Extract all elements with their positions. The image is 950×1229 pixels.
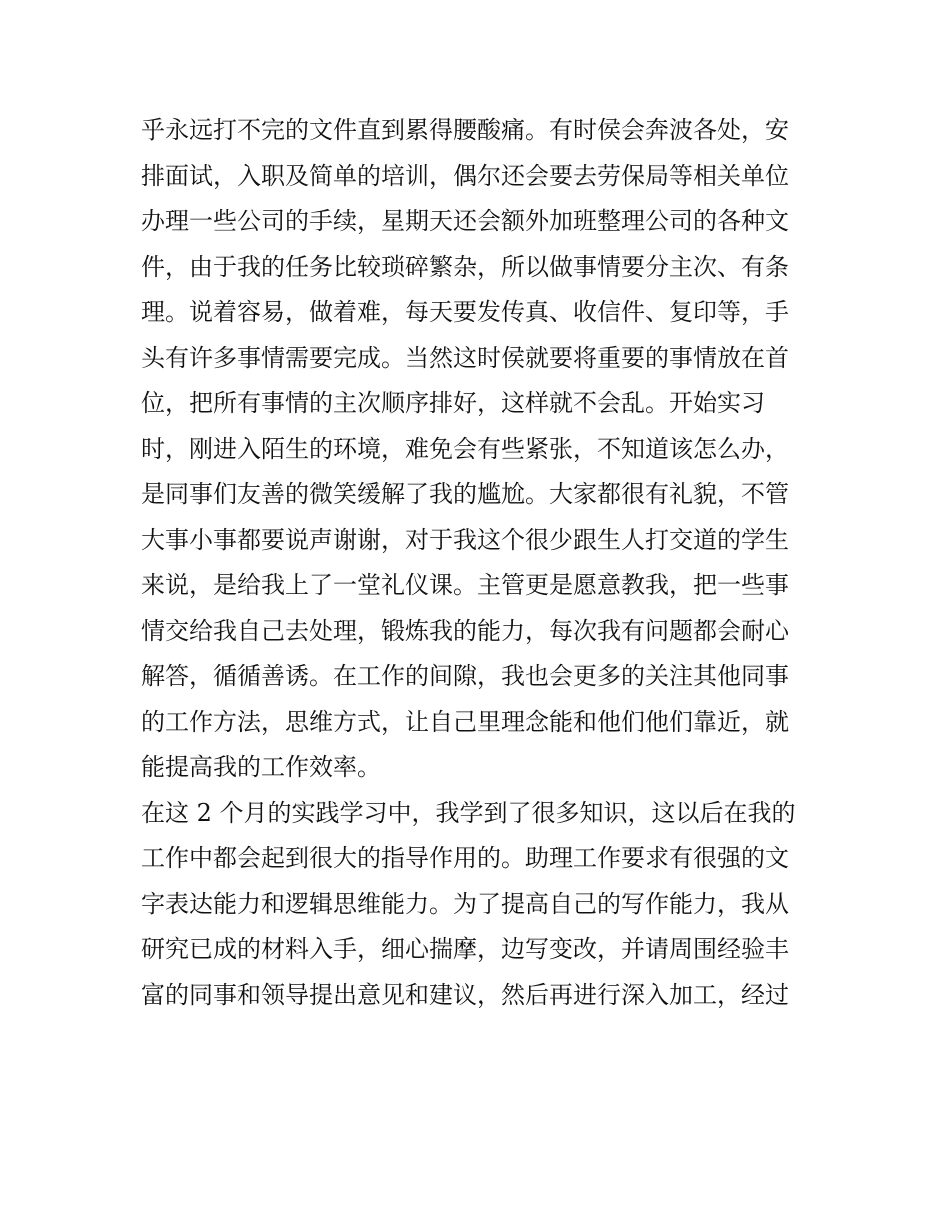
text-line: 情交给我自己去处理，锻炼我的能力，每次我有问题都会耐心: [141, 616, 789, 645]
text-line: 时，刚进入陌生的环境，难免会有些紧张，不知道该怎么办，: [141, 434, 789, 463]
text-line: 的工作方法，思维方式，让自己里理念能和他们他们靠近，就: [141, 707, 789, 736]
text-line: 字表达能力和逻辑思维能力。为了提高自己的写作能力，我从: [141, 889, 789, 918]
text-line: 富的同事和领导提出意见和建议，然后再进行深入加工，经过: [141, 980, 789, 1009]
text-line: 是同事们友善的微笑缓解了我的尴尬。大家都很有礼貌，不管: [141, 480, 789, 508]
text-line: 件，由于我的任务比较琐碎繁杂，所以做事情要分主次、有条: [141, 252, 789, 281]
text-line: 能提高我的工作效率。: [141, 753, 381, 781]
text-line: 大事小事都要说声谢谢，对于我这个很少跟生人打交道的学生: [141, 525, 789, 554]
text-line: 工作中都会起到很大的指导作用的。助理工作要求有很强的文: [141, 844, 789, 872]
text-line: 解答，循循善诱。在工作的间隙，我也会更多的关注其他同事: [141, 662, 789, 690]
text-line: 办理一些公司的手续，星期天还会额外加班整理公司的各种文: [141, 207, 789, 235]
text-line: 来说，是给我上了一堂礼仪课。主管更是愿意教我，把一些事: [141, 571, 789, 599]
body-text: [141, 108, 821, 1018]
text-line: 理。说着容易，做着难，每天要发传真、收信件、复印等，手: [141, 298, 789, 326]
text-line: 排面试，入职及简单的培训，偶尔还会要去劳保局等相关单位: [141, 161, 789, 190]
text-line: 在这 2 个月的实践学习中，我学到了很多知识，这以后在我的: [141, 798, 796, 827]
text-line: 研究已成的材料入手，细心揣摩，边写变改，并请周围经验丰: [141, 935, 789, 963]
text-line: 乎永远打不完的文件直到累得腰酸痛。有时侯会奔波各处，安: [141, 116, 789, 144]
text-line: 位，把所有事情的主次顺序排好，这样就不会乱。开始实习: [141, 389, 765, 417]
text-line: 头有许多事情需要完成。当然这时侯就要将重要的事情放在首: [141, 343, 789, 372]
